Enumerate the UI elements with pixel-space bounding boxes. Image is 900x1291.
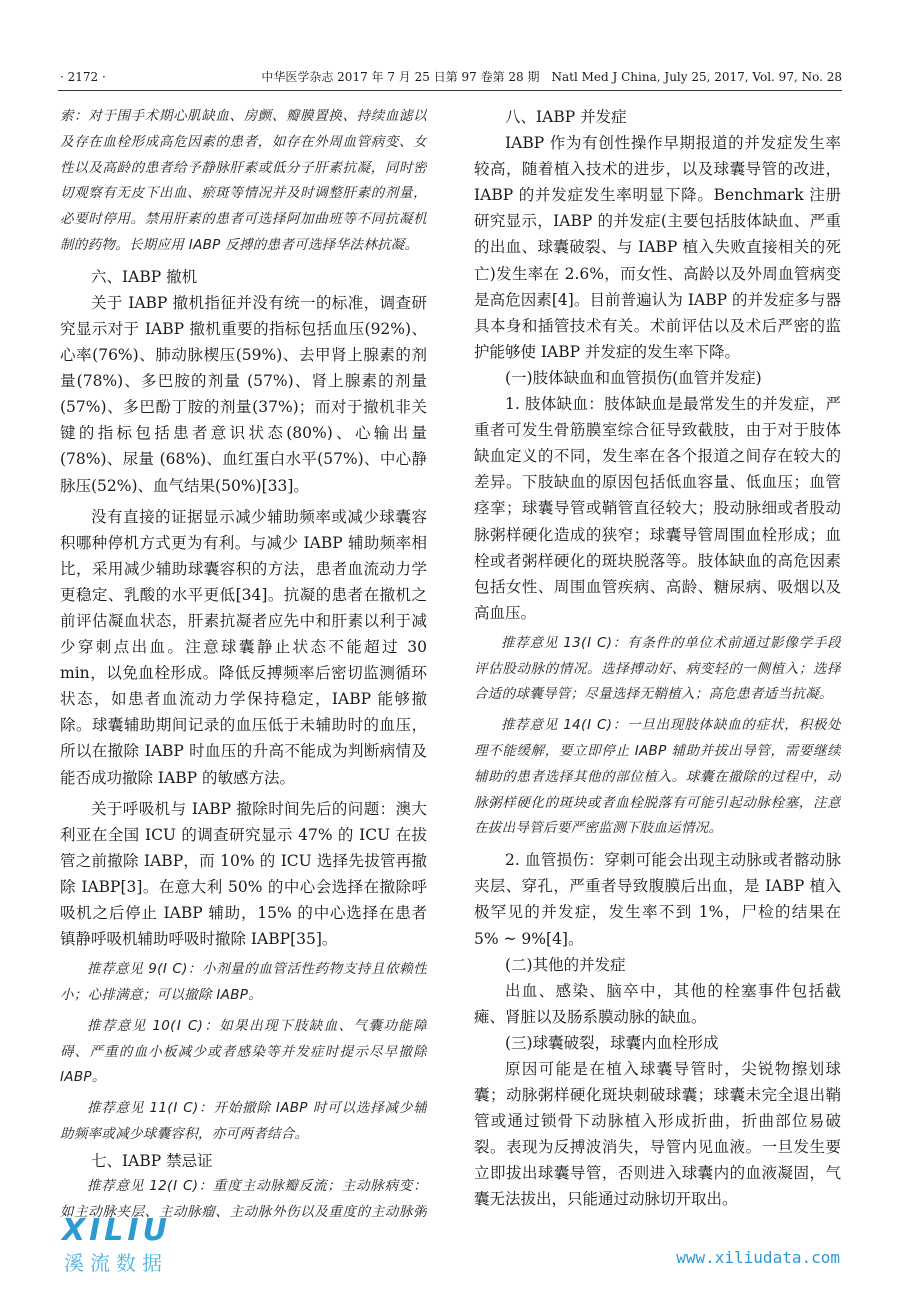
journal-citation: 中华医学杂志 2017 年 7 月 25 日第 97 卷第 28 期 Natl Med J China, July 25, 2017, Vol. 97, No. 28 <box>261 70 842 84</box>
recommendation-13: 推荐意见 13(Ⅰ C)：有条件的单位术前通过影像学手段评估股动脉的情况。选择搏动好、病变轻的一侧植入；选择合适的球囊导管；尽量选择无鞘植入；高危患者适当抗凝。 <box>474 634 841 703</box>
paragraph: 原因可能是在植入球囊导管时，尖锐物擦划球囊；动脉粥样硬化斑块刺破球囊；球囊未完全退出鞘管或通过锁骨下动脉植入形成折曲，折曲部位易破裂。表现为反搏波消失，导管内见血液。一旦发生要立即拔出球囊导管，否则进入球囊内的血液凝固，气囊无法拔出，只能通过动脉切开取出。 <box>474 1060 841 1209</box>
watermark-url: www.xiliudata.com <box>676 1248 840 1267</box>
recommendation-12: 推荐意见 12(Ⅰ C)：重度主动脉瓣反流；主动脉病变：如主动脉夹层、主动脉瘤、主动脉外伤以及重度的主动脉粥 <box>60 1177 427 1220</box>
running-header <box>58 66 842 91</box>
paragraph: 出血、感染、脑卒中，其他的栓塞事件包括截瘫、肾脏以及肠系膜动脉的缺血。 <box>474 981 841 1026</box>
left-column <box>60 104 427 1229</box>
section-heading-complications: 八、IABP 并发症 <box>505 108 627 126</box>
paragraph: 1. 肢体缺血：肢体缺血是最常发生的并发症，严重者可发生骨筋膜室综合征导致截肢，由于对于肢体缺血定义的不同，发生率在各个报道之间存在较大的差异。下肢缺血的原因包括低血容量、低血压；血管痉挛；球囊导管或鞘管直径较大；股动脉细或者股动脉粥样硬化造成的狭窄；球囊导管周围血栓形成；血栓或者粥样硬化的斑块脱落等。肢体缺血的高危因素包括女性、周围血管疾病、高龄、糖尿病、吸烟以及高血压。 <box>474 395 841 622</box>
recommendation-14: 推荐意见 14(Ⅰ C)：一旦出现肢体缺血的症状，积极处理不能缓解，要立即停止 IABP 辅助并拔出导管，需要继续辅助的患者选择其他的部位植入。球囊在撤除的过程中，动脉粥样硬化的斑块或者血栓脱落有可能引起动脉栓塞，注意在拔出导管后要严密监测下肢血运情况。 <box>474 717 841 837</box>
subsection-heading-limb-ischemia: (一)肢体缺血和血管损伤(血管并发症) <box>505 368 762 387</box>
page-number: · 2172 · <box>60 70 106 84</box>
paragraph: 2. 血管损伤：穿刺可能会出现主动脉或者髂动脉夹层、穿孔，严重者导致腹膜后出血，是 IABP 植入极罕见的并发症，发生率不到 1%，尸检的结果在 5% ~ 9%[4]。 <box>474 851 841 948</box>
recommendation-9: 推荐意见 9(Ⅰ C)：小剂量的血管活性药物支持且依赖性小；心排满意；可以撤除 IABP。 <box>60 961 427 1004</box>
recommendation-10: 推荐意见 10(Ⅰ C)：如果出现下肢缺血、气囊功能障碍、严重的血小板减少或者感染等并发症时提示尽早撤除 IABP。 <box>60 1017 427 1086</box>
logo-wordmark: XILIU <box>62 1213 171 1248</box>
paragraph: IABP 作为有创性操作早期报道的并发症发生率较高，随着植入技术的进步，以及球囊导管的改进，IABP 的并发症发生率明显下降。Benchmark 注册研究显示，IABP 的并发症(主要包括肢体缺血、严重的出血、球囊破裂、与 IABP 植入失败直接相关的死亡)发生率在 2.6%，而女性、高龄以及外周血管病变是高危因素[4]。目前普遍认为 IABP 的并发症多与器具本身和插管技术有关。术前评估以及术后严密的监护能够使 IABP 并发症的发生率下降。 <box>474 134 841 361</box>
watermark-logo <box>60 1213 210 1275</box>
subsection-heading-balloon-rupture: (三)球囊破裂，球囊内血栓形成 <box>505 1033 719 1052</box>
section-heading-contraindications: 七、IABP 禁忌证 <box>91 1151 213 1170</box>
paragraph: 关于呼吸机与 IABP 撤除时间先后的问题：澳大利亚在全国 ICU 的调查研究显示 47% 的 ICU 在拔管之前撤除 IABP，而 10% 的 ICU 选择先拔管再撤除 IABP[3]。在意大利 50% 的中心会选择在撤除呼吸机之后停止 IABP 辅助，15% 的中心选择在患者镇静呼吸机辅助呼吸时撤除 IABP[35]。 <box>60 799 427 949</box>
recommendation-11: 推荐意见 11(Ⅰ C)：开始撤除 IABP 时可以选择减少辅助频率或减少球囊容积，亦可两者结合。 <box>60 1100 427 1142</box>
paragraph: 关于 IABP 撤机指征并没有统一的标准，调查研究显示对于 IABP 撤机重要的指标包括血压(92%)、心率(76%)、肺动脉楔压(59%)、去甲肾上腺素的剂量(78%)、多巴胺的剂量 (57%)、肾上腺素的剂量(57%)、多巴酚丁胺的剂量(37%)；而对于撤机非关键的指标包括患者意识状态(80%)、心输出量 (78%)、尿量 (68%)、血红蛋白水平(57%)、中心静脉压(52%)、血气结果(50%)[33]。 <box>60 293 427 495</box>
subsection-heading-other: (二)其他的并发症 <box>505 955 626 974</box>
paragraph: 没有直接的证据显示减少辅助频率或减少球囊容积哪种停机方式更为有利。与减少 IABP 辅助频率相比，采用减少辅助球囊容积的方法，患者血流动力学更稳定、乳酸的水平更低[34]。抗凝的患者在撤机之前评估凝血状态，肝素抗凝者应先中和肝素以利于减少穿刺点出血。注意球囊静止状态不能超过 30 min，以免血栓形成。降低反搏频率后密切监测循环状态，如患者血流动力学保持稳定，IABP 能够撤除。球囊辅助期间记录的血压低于未辅助时的血压，所以在撤除 IABP 时血压的升高不能成为判断病情及能否成功撤除 IABP 的敏感方法。 <box>60 507 427 787</box>
right-column <box>474 104 841 1229</box>
section-heading-withdrawal: 六、IABP 撤机 <box>91 267 198 286</box>
logo-subtitle: 溪流数据 <box>64 1251 168 1275</box>
recommendation-continued: 索：对于围手术期心肌缺血、房颤、瓣膜置换、持续血滤以及存在血栓形成高危因素的患者，如存在外周血管病变、女性以及高龄的患者给予静脉肝素或低分子肝素抗凝，同时密切观察有无皮下出血、瘀斑等情况并及时调整肝素的剂量，必要时停用。禁用肝素的患者可选择阿加曲班等不同抗凝机制的药物。长期应用 IABP 反搏的患者可选择华法林抗凝。 <box>60 108 427 253</box>
